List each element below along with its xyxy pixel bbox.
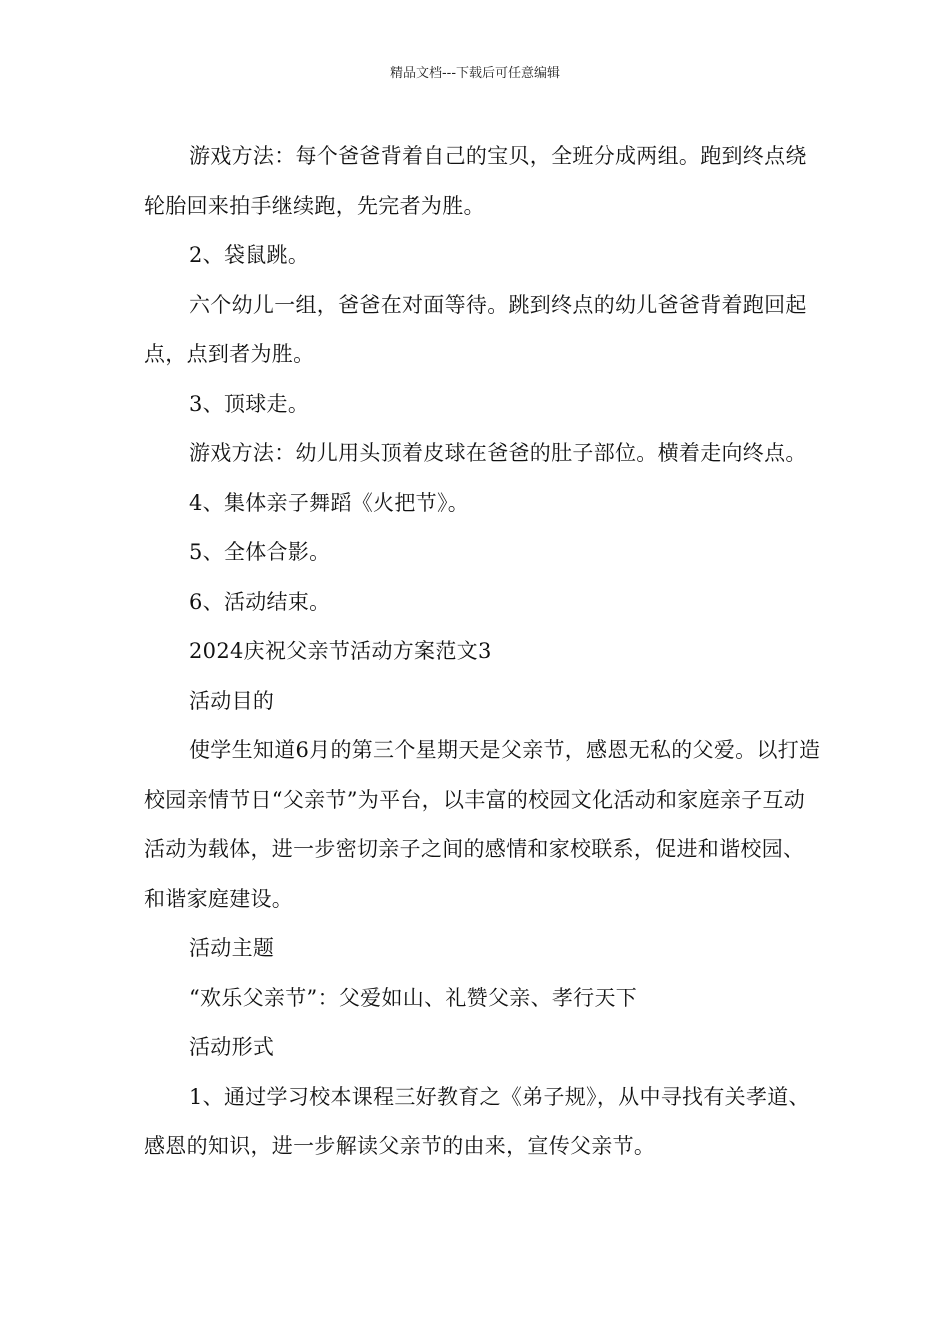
document-body (144, 132, 824, 1172)
paragraph-kangaroo-jump-rule: 六个幼儿一组，爸爸在对面等待。跳到终点的幼儿爸爸背着跑回起点，点到者为胜。 (144, 292, 807, 366)
paragraph-ball-walk-title: 3、顶球走。 (189, 391, 310, 416)
section-title: 2024庆祝父亲节活动方案范文3 (189, 639, 492, 663)
paragraph-group-photo: 5、全体合影。 (189, 540, 331, 564)
paragraph-game-method-1: 游戏方法：每个爸爸背着自己的宝贝，全班分成两组。跑到终点绕轮胎回来拍手继续跑，先完者为胜。 (144, 144, 807, 218)
paragraph-game-method-2: 游戏方法：幼儿用头顶着皮球在爸爸的肚子部位。横着走向终点。 (189, 441, 807, 465)
heading-activity-form: 活动形式 (189, 1035, 275, 1059)
paragraph-activity-end: 6、活动结束。 (189, 589, 331, 614)
paragraph-dance: 4、集体亲子舞蹈《火把节》。 (189, 490, 470, 515)
paragraph-purpose-body: 使学生知道6月的第三个星期天是父亲节，感恩无私的父爱。以打造校园亲情节日“父亲节”为平台，以丰富的校园文化活动和家庭亲子互动活动为载体，进一步密切亲子之间的感情和家校联系，促进和谐校园、和谐家庭建设。 (144, 738, 821, 911)
heading-activity-purpose: 活动目的 (189, 688, 275, 713)
page-header: 精品文档---下载后可任意编辑 (389, 66, 561, 81)
paragraph-theme-body: “欢乐父亲节”：父爱如山、礼赞父亲、孝行天下 (189, 985, 638, 1010)
heading-activity-theme: 活动主题 (189, 936, 275, 960)
paragraph-kangaroo-jump-title: 2、袋鼠跳。 (189, 243, 310, 267)
paragraph-form-body: 1、通过学习校本课程三好教育之《弟子规》，从中寻找有关孝道、感恩的知识，进一步解读父亲节的由来，宣传父亲节。 (144, 1084, 810, 1158)
